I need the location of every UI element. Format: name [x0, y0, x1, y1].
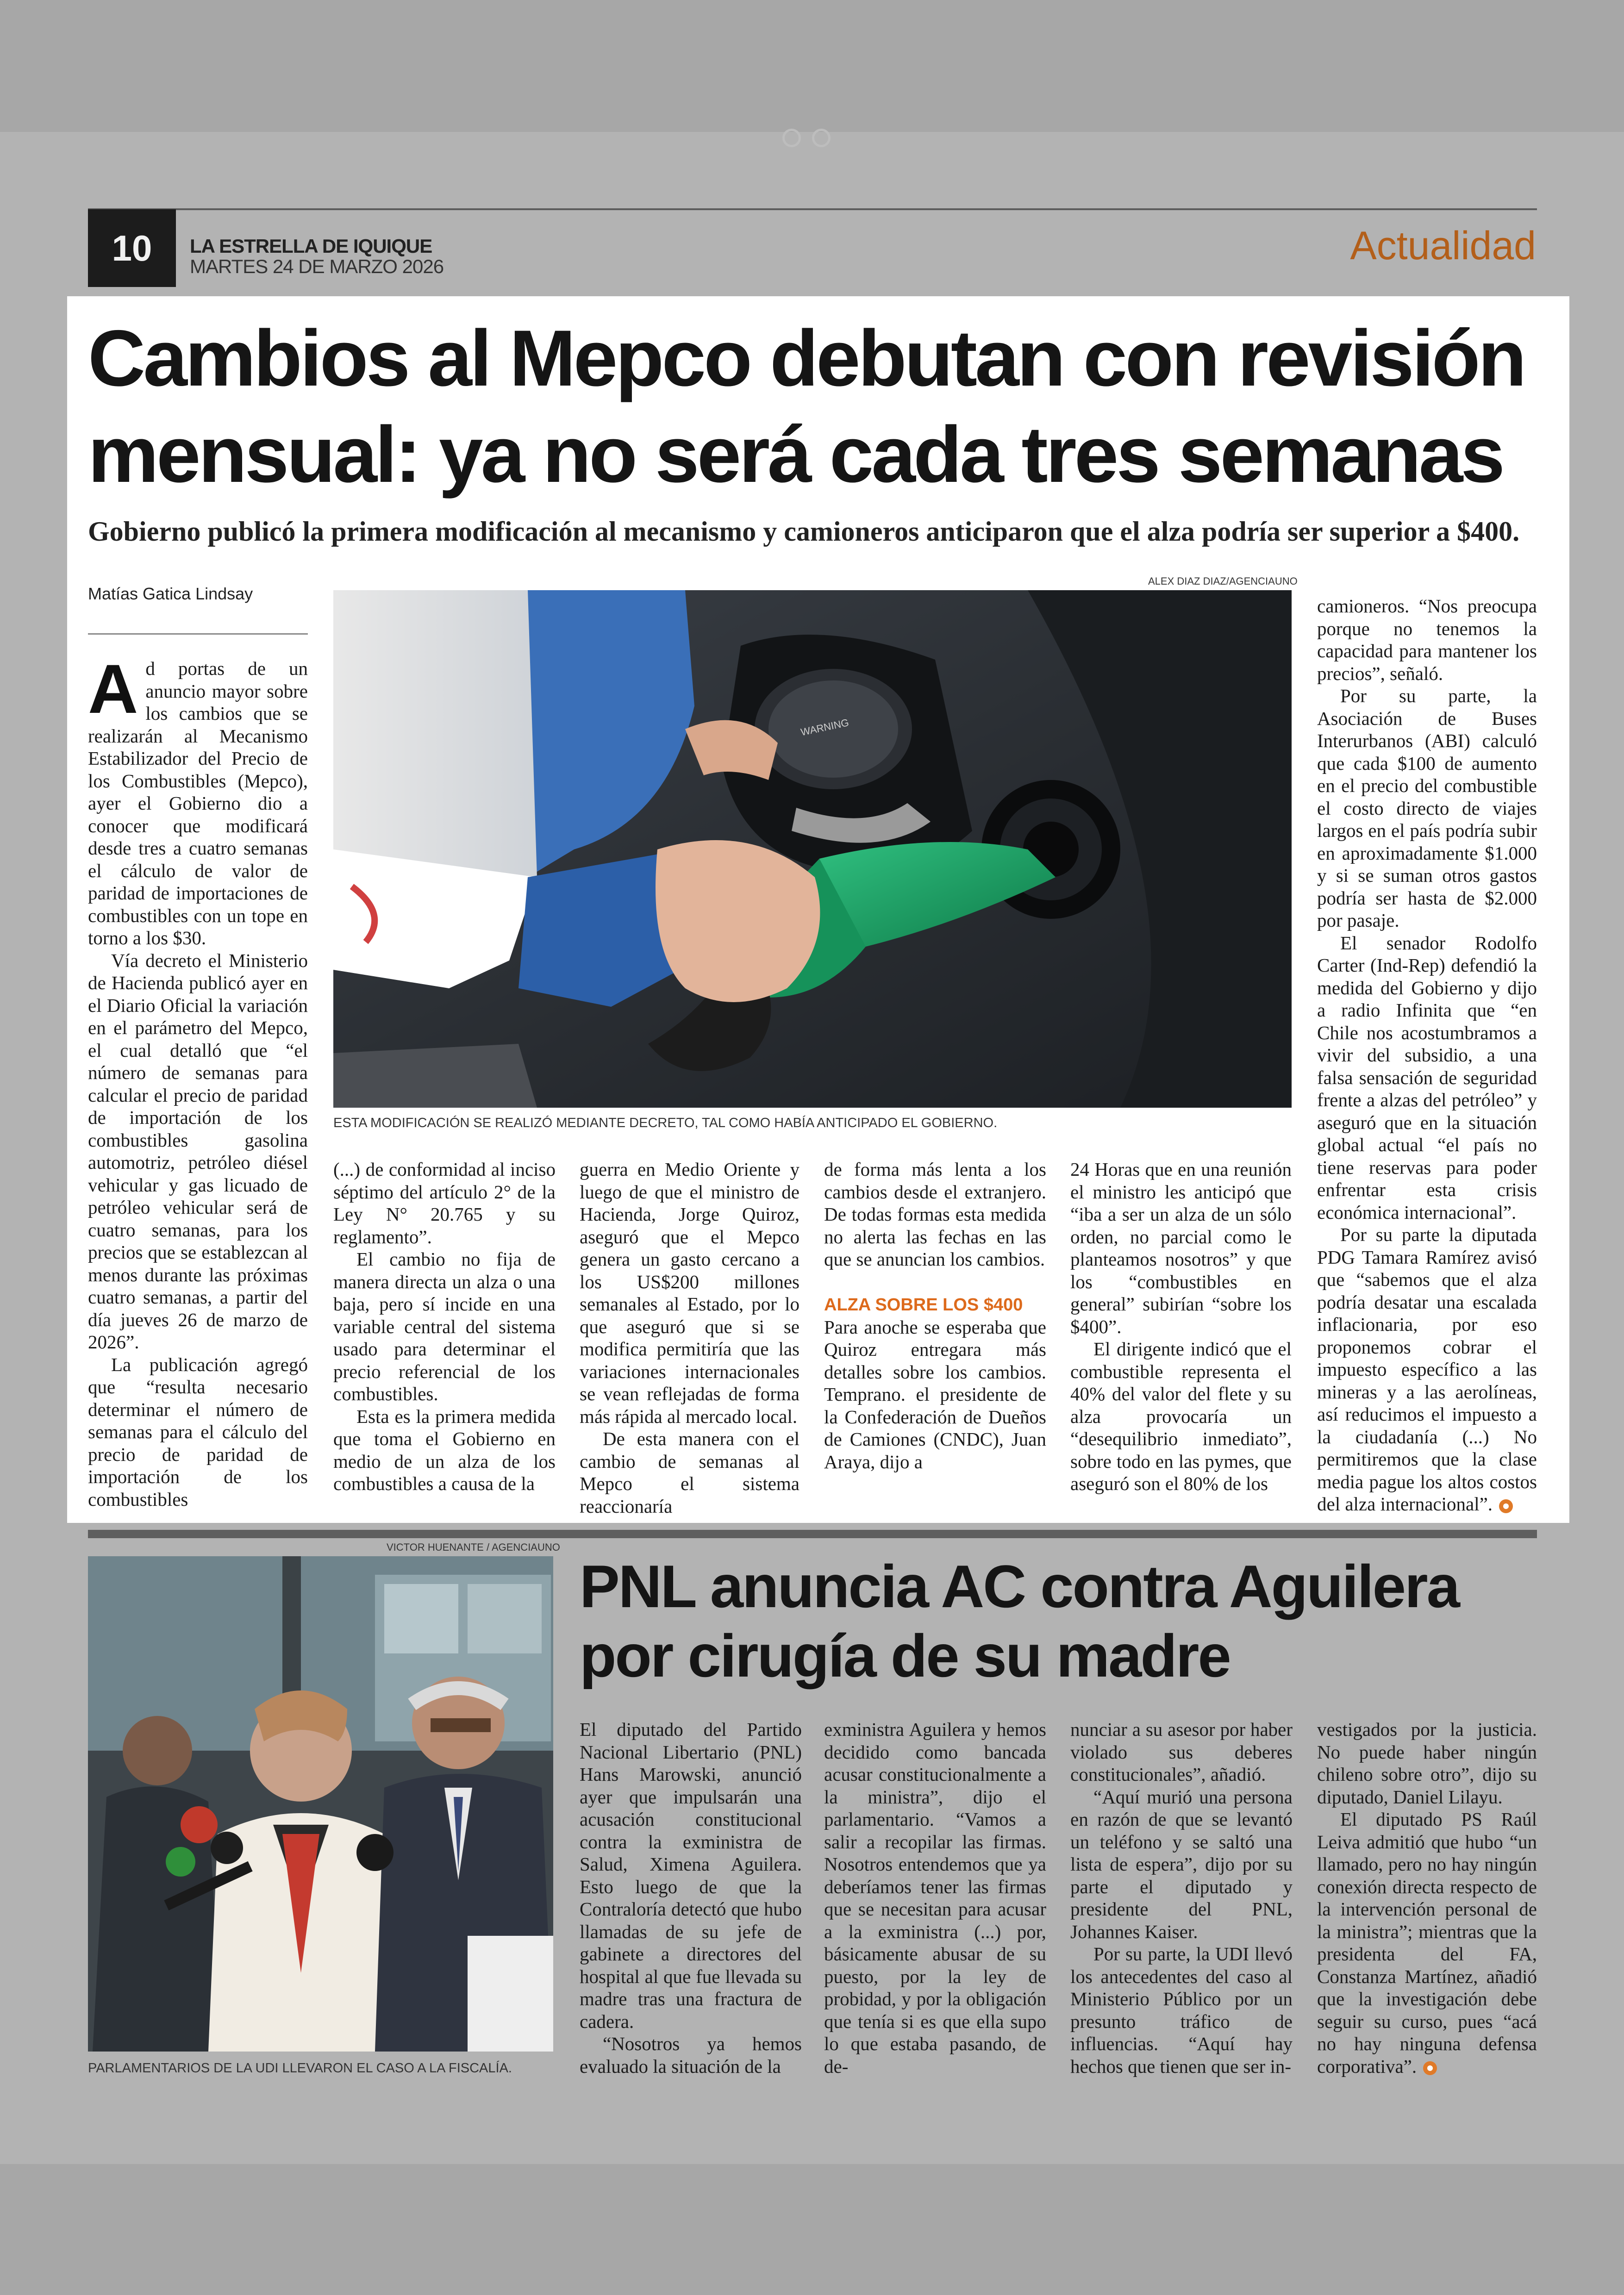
main-photo	[333, 590, 1292, 1108]
main-col5-paragraph: 24 Horas que en una reunión el ministro les anticipó que “iba a ser un alza de un sólo orden, no parcial como le planteamos nosotros” y que los “combustibles en general” subirían “sobre los $400”.	[1070, 1159, 1292, 1337]
second-column-2	[824, 1718, 1046, 2084]
main-subhead: Gobierno publicó la primera modificación al mecanismo y camioneros anticiparon que el alza podría ser superior a $400.	[88, 516, 1520, 547]
dropcap: A	[88, 650, 138, 728]
main-col4-subtitle: ALZA SOBRE LOS $400	[824, 1295, 1023, 1315]
second-col1-paragraph: “Nosotros ya hemos evaluado la situación de la	[580, 2033, 802, 2077]
main-col6-paragraph: Por su parte, la Asociación de Buses Interurbanos (ABI) calculó que cada $100 de aumento en el precio del combustible el costo directo de viajes largos en el país podría subir en aproximadamente $1.000 y si se suman otros gastos podría ser hasta de $2.000 por pasaje.	[1317, 685, 1537, 931]
second-col4-paragraph: vestigados por la justicia. No puede haber ningún chileno sobre otro”, dijo su diputado, Daniel Lilayu.	[1317, 1719, 1537, 1808]
second-col3-paragraph: nunciar a su asesor por haber violado sus deberes constitucionales”, añadió.	[1070, 1719, 1293, 1785]
second-column-3	[1070, 1718, 1293, 2084]
main-column-6	[1317, 595, 1537, 1515]
main-col2-paragraph: (...) de conformidad al inciso séptimo del artículo 2° de la Ley N° 20.765 y su reglamento”.	[333, 1159, 556, 1247]
second-photo	[88, 1556, 553, 2052]
main-col6-paragraph: camioneros. “Nos preocupa porque no tenemos la capacidad para mantener los precios”, señaló.	[1317, 595, 1537, 684]
paper-name: LA ESTRELLA DE IQUIQUE	[190, 235, 432, 257]
page-number: 10	[88, 209, 176, 287]
paper-date: MARTES 24 DE MARZO 2026	[190, 256, 444, 277]
main-col6-paragraph: El senador Rodolfo Carter (Ind-Rep) defendió la medida del Gobierno y dijo a radio Infinita que “en Chile nos acostumbramos a vivir del subsidio, a una falsa sensación de seguridad frente a alzas del petróleo” y aseguró que en la situación global actual “el país no tiene reservas para poder enfrentar esta crisis económica internacional”.	[1317, 932, 1537, 1223]
main-col3-paragraph: De esta manera con el cambio de semanas al Mepco el sistema reaccionaría	[580, 1428, 800, 1517]
second-col3-paragraph: Por su parte, la UDI llevó los antecedentes del caso al Ministerio Público por un presunto tráfico de influencias. “Aquí hay hechos que tienen que ser in-	[1070, 1943, 1293, 2077]
second-col3-paragraph: “Aquí murió una persona en razón de que se levantó un teléfono y se saltó una lista de espera”, dijo por su parte el diputado y presidente del PNL, Johannes Kaiser.	[1070, 1786, 1293, 1942]
page-dot-icon[interactable]	[782, 129, 801, 147]
main-col4-paragraph: Para anoche se esperaba que Quiroz entregara más detalles sobre los cambios. Temprano. el presidente de la Confederación de Dueños de Camiones (CNDC), Juan Araya, dijo a	[824, 1316, 1046, 1472]
section-divider	[88, 1530, 1537, 1538]
main-col3-paragraph: guerra en Medio Oriente y luego de que el ministro de Hacienda, Jorge Quiroz, aseguró que el Mepco genera un gasto cercano a los US$200 millones semanales al Estado, por lo que aseguró que si se modifica permitiría que las variaciones internacionales se vean reflejadas de forma más rápida al mercado local.	[580, 1159, 800, 1427]
page-dot-icon[interactable]	[812, 129, 831, 147]
second-col1-paragraph: El diputado del Partido Nacional Libertario (PNL) Hans Marowski, anunció ayer que impulsarán una acusación constitucional contra la exministra de Salud, Ximena Aguilera. Esto luego de que la Contraloría detectó que hubo llamadas de su jefe de gabinete a directores del hospital al que fue llevada su madre tras una fractura de cadera.	[580, 1719, 802, 2032]
main-column-5	[1070, 1158, 1292, 1500]
main-col1-paragraph: Vía decreto el Ministerio de Hacienda publicó ayer en el Diario Oficial la variación en el parámetro del Mepco, el cual detalló que “el número de semanas para calcular el precio de paridad de importación de los combustibles gasolina automotriz, petróleo diésel vehicular y gas licuado de petróleo vehicular será de cuatro semanas, para los precios que se establezcan al menos durante las próximas cuatro semanas, a partir del día jueves 26 de marzo de 2026”.	[88, 949, 308, 1353]
fuel-nozzle-photo	[333, 590, 1292, 1108]
main-col4-paragraph: de forma más lenta a los cambios desde el extranjero. De todas formas esta medida no alerta las fechas en las que se anuncian los cambios.	[824, 1159, 1046, 1270]
main-col5-paragraph: El dirigente indicó que el combustible representa el 40% del valor del flete y su alza provocaría un “desequilibrio inmediato”, sobre todo en las pymes, que aseguró son el 80% de los	[1070, 1338, 1292, 1494]
svg-text:WARNING: WARNING	[800, 717, 850, 738]
second-col4-paragraph: El diputado PS Raúl Leiva admitió que hubo “un llamado, pero no hay ningún conexión directa respecto de la intervención personal de la ministra”; mientras que la presidenta del FA, Constanza Martínez, añadió que la investigación debe seguir su curso, pues “acá no hay ninguna defensa corporativa”.	[1317, 1809, 1537, 2077]
second-headline	[580, 1552, 1543, 1690]
main-col1-paragraph: La publicación agregó que “resulta necesario determinar el número de semanas para el cálculo del precio de paridad de importación de los combustibles	[88, 1353, 308, 1510]
main-column-1	[88, 650, 308, 1510]
header-rule	[88, 208, 1537, 210]
byline: Matías Gatica Lindsay	[88, 584, 253, 603]
article-end-icon	[1499, 1499, 1513, 1513]
second-headline-line1: PNL anuncia AC contra Aguilera	[580, 1553, 1459, 1620]
second-column-1	[580, 1718, 802, 2084]
article-end-icon	[1423, 2061, 1437, 2075]
main-col6-paragraph: Por su parte la diputada PDG Tamara Ramírez avisó que “sabemos que el alza podría desatar una escalada inflacionaria, por eso proponemos cobrar el impuesto específico a las mineras y a las aerolíneas, así reducimos el impuesto a la ciudadanía (...) No permitiremos que la clase media pague los altos costos del alza internacional”.	[1317, 1224, 1537, 1515]
main-col1-paragraph: Ad portas de un anuncio mayor sobre los cambios que se realizarán al Mecanismo Estabilizador del Precio de los Combustibles (Mepco), ayer el Gobierno dio a conocer que modificará desde tres a cuatro semanas el cálculo de valor de paridad de importaciones de combustibles con un tope en torno a los $30.	[88, 650, 308, 948]
main-column-2	[333, 1158, 556, 1500]
second-headline-line2: por cirugía de su madre	[580, 1622, 1230, 1690]
main-headline-line2: mensual: ya no será cada tres semanas	[88, 410, 1503, 499]
press-conference-photo	[88, 1556, 553, 2052]
byline-rule	[88, 633, 308, 635]
main-col2-paragraph: Esta es la primera medida que toma el Gobierno en medio de un alza de los combustibles a causa de la	[333, 1405, 556, 1494]
second-photo-caption: PARLAMENTARIOS DE LA UDI LLEVARON EL CASO A LA FISCALÍA.	[88, 2061, 512, 2076]
second-photo-credit: VICTOR HUENANTE / AGENCIAUNO	[387, 1541, 560, 1553]
main-headline-line1: Cambios al Mepco debutan con revisión	[88, 314, 1524, 403]
main-column-4	[824, 1158, 1046, 1500]
main-headline	[88, 310, 1560, 503]
main-photo-caption: ESTA MODIFICACIÓN SE REALIZÓ MEDIANTE DECRETO, TAL COMO HABÍA ANTICIPADO EL GOBIERNO.	[333, 1116, 998, 1130]
page-indicator[interactable]	[782, 129, 843, 147]
section-label: Actualidad	[1350, 224, 1536, 268]
main-col2-paragraph: El cambio no fija de manera directa un alza o una baja, pero sí incide en una variable central del sistema usado para determinar el precio referencial de los combustibles.	[333, 1248, 556, 1404]
second-column-4	[1317, 1718, 1537, 2084]
viewer-top-margin	[0, 0, 1624, 132]
second-col2-paragraph: exministra Aguilera y hemos decidido como bancada acusar constitucionalmente a la ministra”, dijo el parlamentario. “Vamos a salir a recopilar las firmas. Nosotros entendemos que ya deberíamos tener las firmas que se necesitan para acusar a la exministra (...) por, básicamente abusar de su puesto, por la ley de probidad, y por la obligación que tenía si es que ella supo lo que estaba pasando, de de-	[824, 1719, 1046, 2077]
main-column-3	[580, 1158, 800, 1517]
viewer-bottom-margin	[0, 2164, 1624, 2295]
main-photo-credit: ALEX DIAZ DIAZ/AGENCIAUNO	[1148, 575, 1298, 587]
